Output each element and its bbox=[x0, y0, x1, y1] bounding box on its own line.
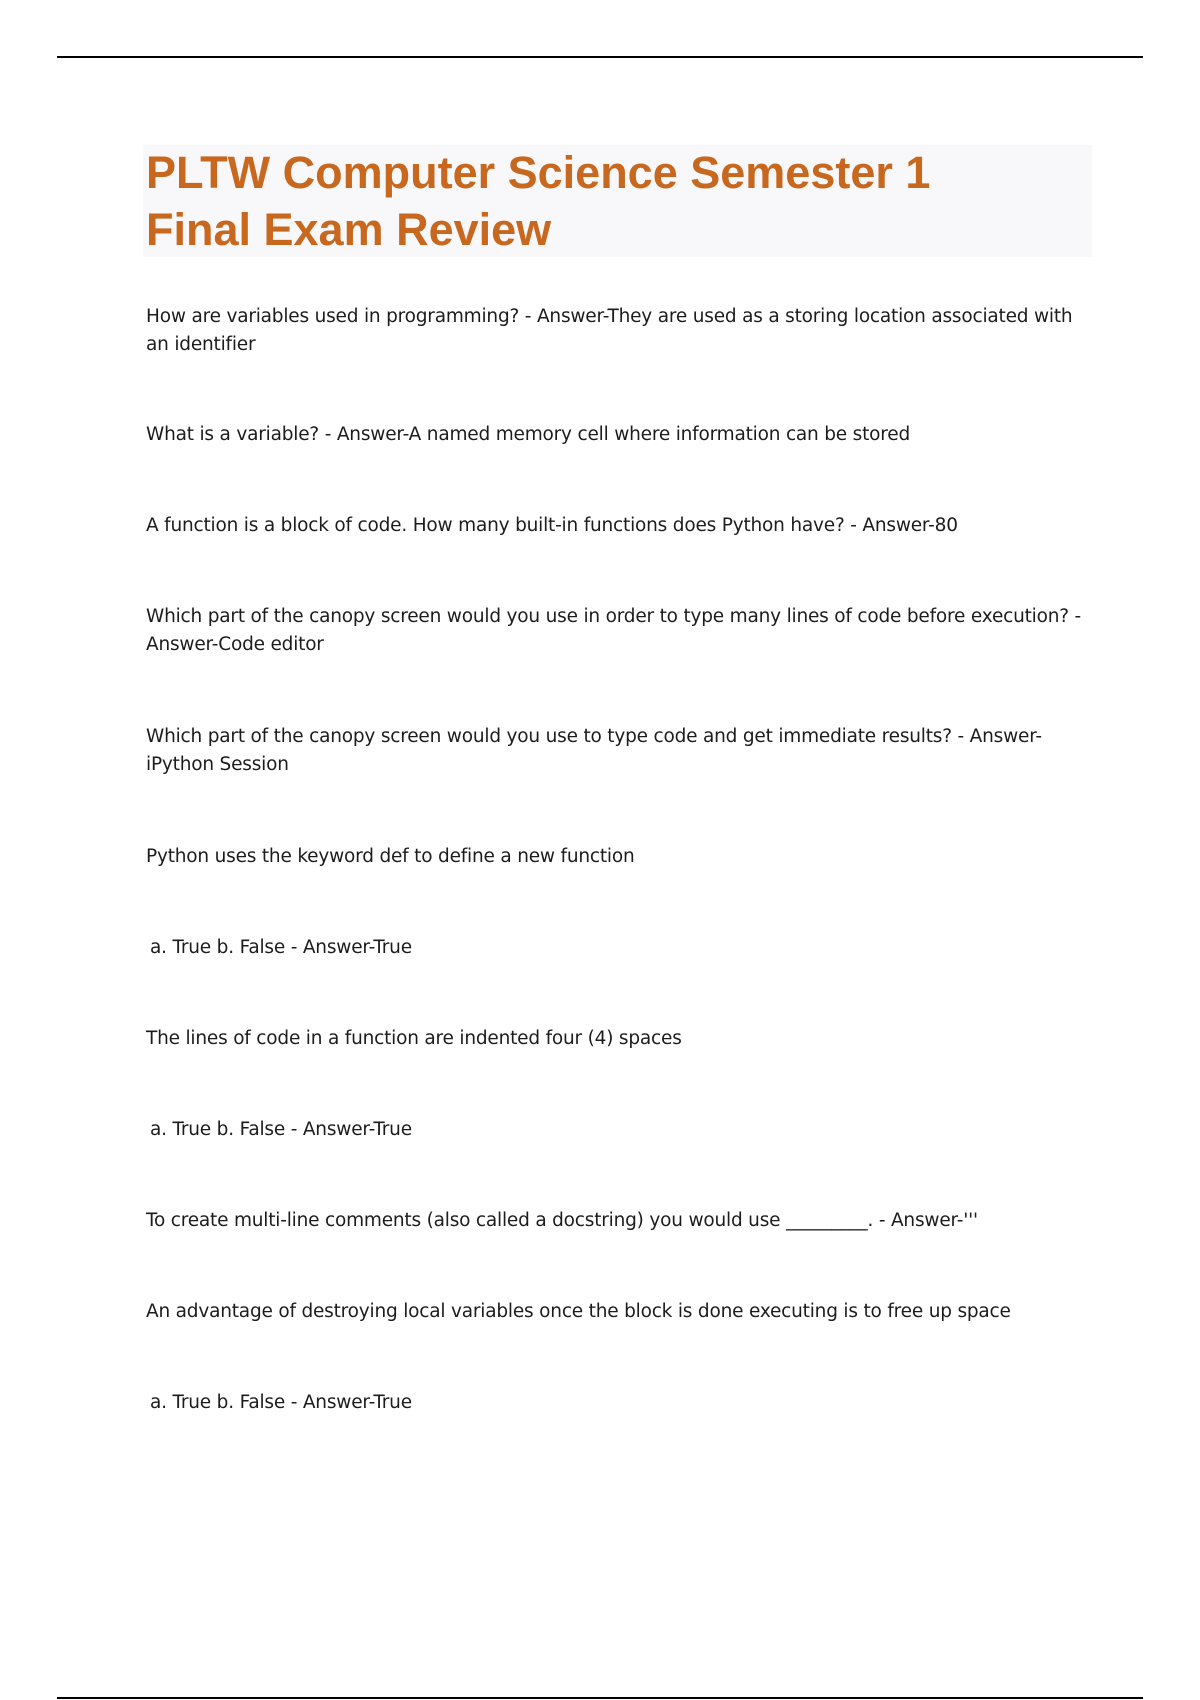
qa-entry-indentation: The lines of code in a function are indented four (4) spaces bbox=[146, 1028, 682, 1049]
qa-entry-docstring: To create multi-line comments (also called a docstring) you would use _________. - Answer-''' bbox=[146, 1210, 978, 1231]
qa-entry-def-keyword: Python uses the keyword def to define a new function bbox=[146, 846, 635, 867]
top-rule bbox=[57, 56, 1143, 58]
qa-entry-code-editor: Which part of the canopy screen would you use in order to type many lines of code before execution? - Answer-Code editor bbox=[146, 606, 1082, 655]
title-line-2: Final Exam Review bbox=[146, 204, 552, 255]
document-title bbox=[146, 144, 1086, 258]
qa-entry-variable-definition: What is a variable? - Answer-A named memory cell where information can be stored bbox=[146, 424, 910, 445]
title-line-1: PLTW Computer Science Semester 1 bbox=[146, 147, 931, 198]
qa-entry-local-variables-answer: a. True b. False - Answer-True bbox=[150, 1392, 412, 1413]
qa-entry-ipython-session: Which part of the canopy screen would you use to type code and get immediate results? - Answer-iPython Session bbox=[146, 726, 1042, 775]
qa-entry-variables-usage: How are variables used in programming? - Answer-They are used as a storing location associated with an identifier bbox=[146, 306, 1073, 355]
qa-entry-local-variables: An advantage of destroying local variables once the block is done executing is to free up space bbox=[146, 1301, 1011, 1322]
qa-entry-indentation-answer: a. True b. False - Answer-True bbox=[150, 1119, 412, 1140]
bottom-rule bbox=[57, 1697, 1143, 1699]
qa-entry-builtin-functions: A function is a block of code. How many built-in functions does Python have? - Answer-80 bbox=[146, 515, 958, 536]
qa-entry-def-answer: a. True b. False - Answer-True bbox=[150, 937, 412, 958]
